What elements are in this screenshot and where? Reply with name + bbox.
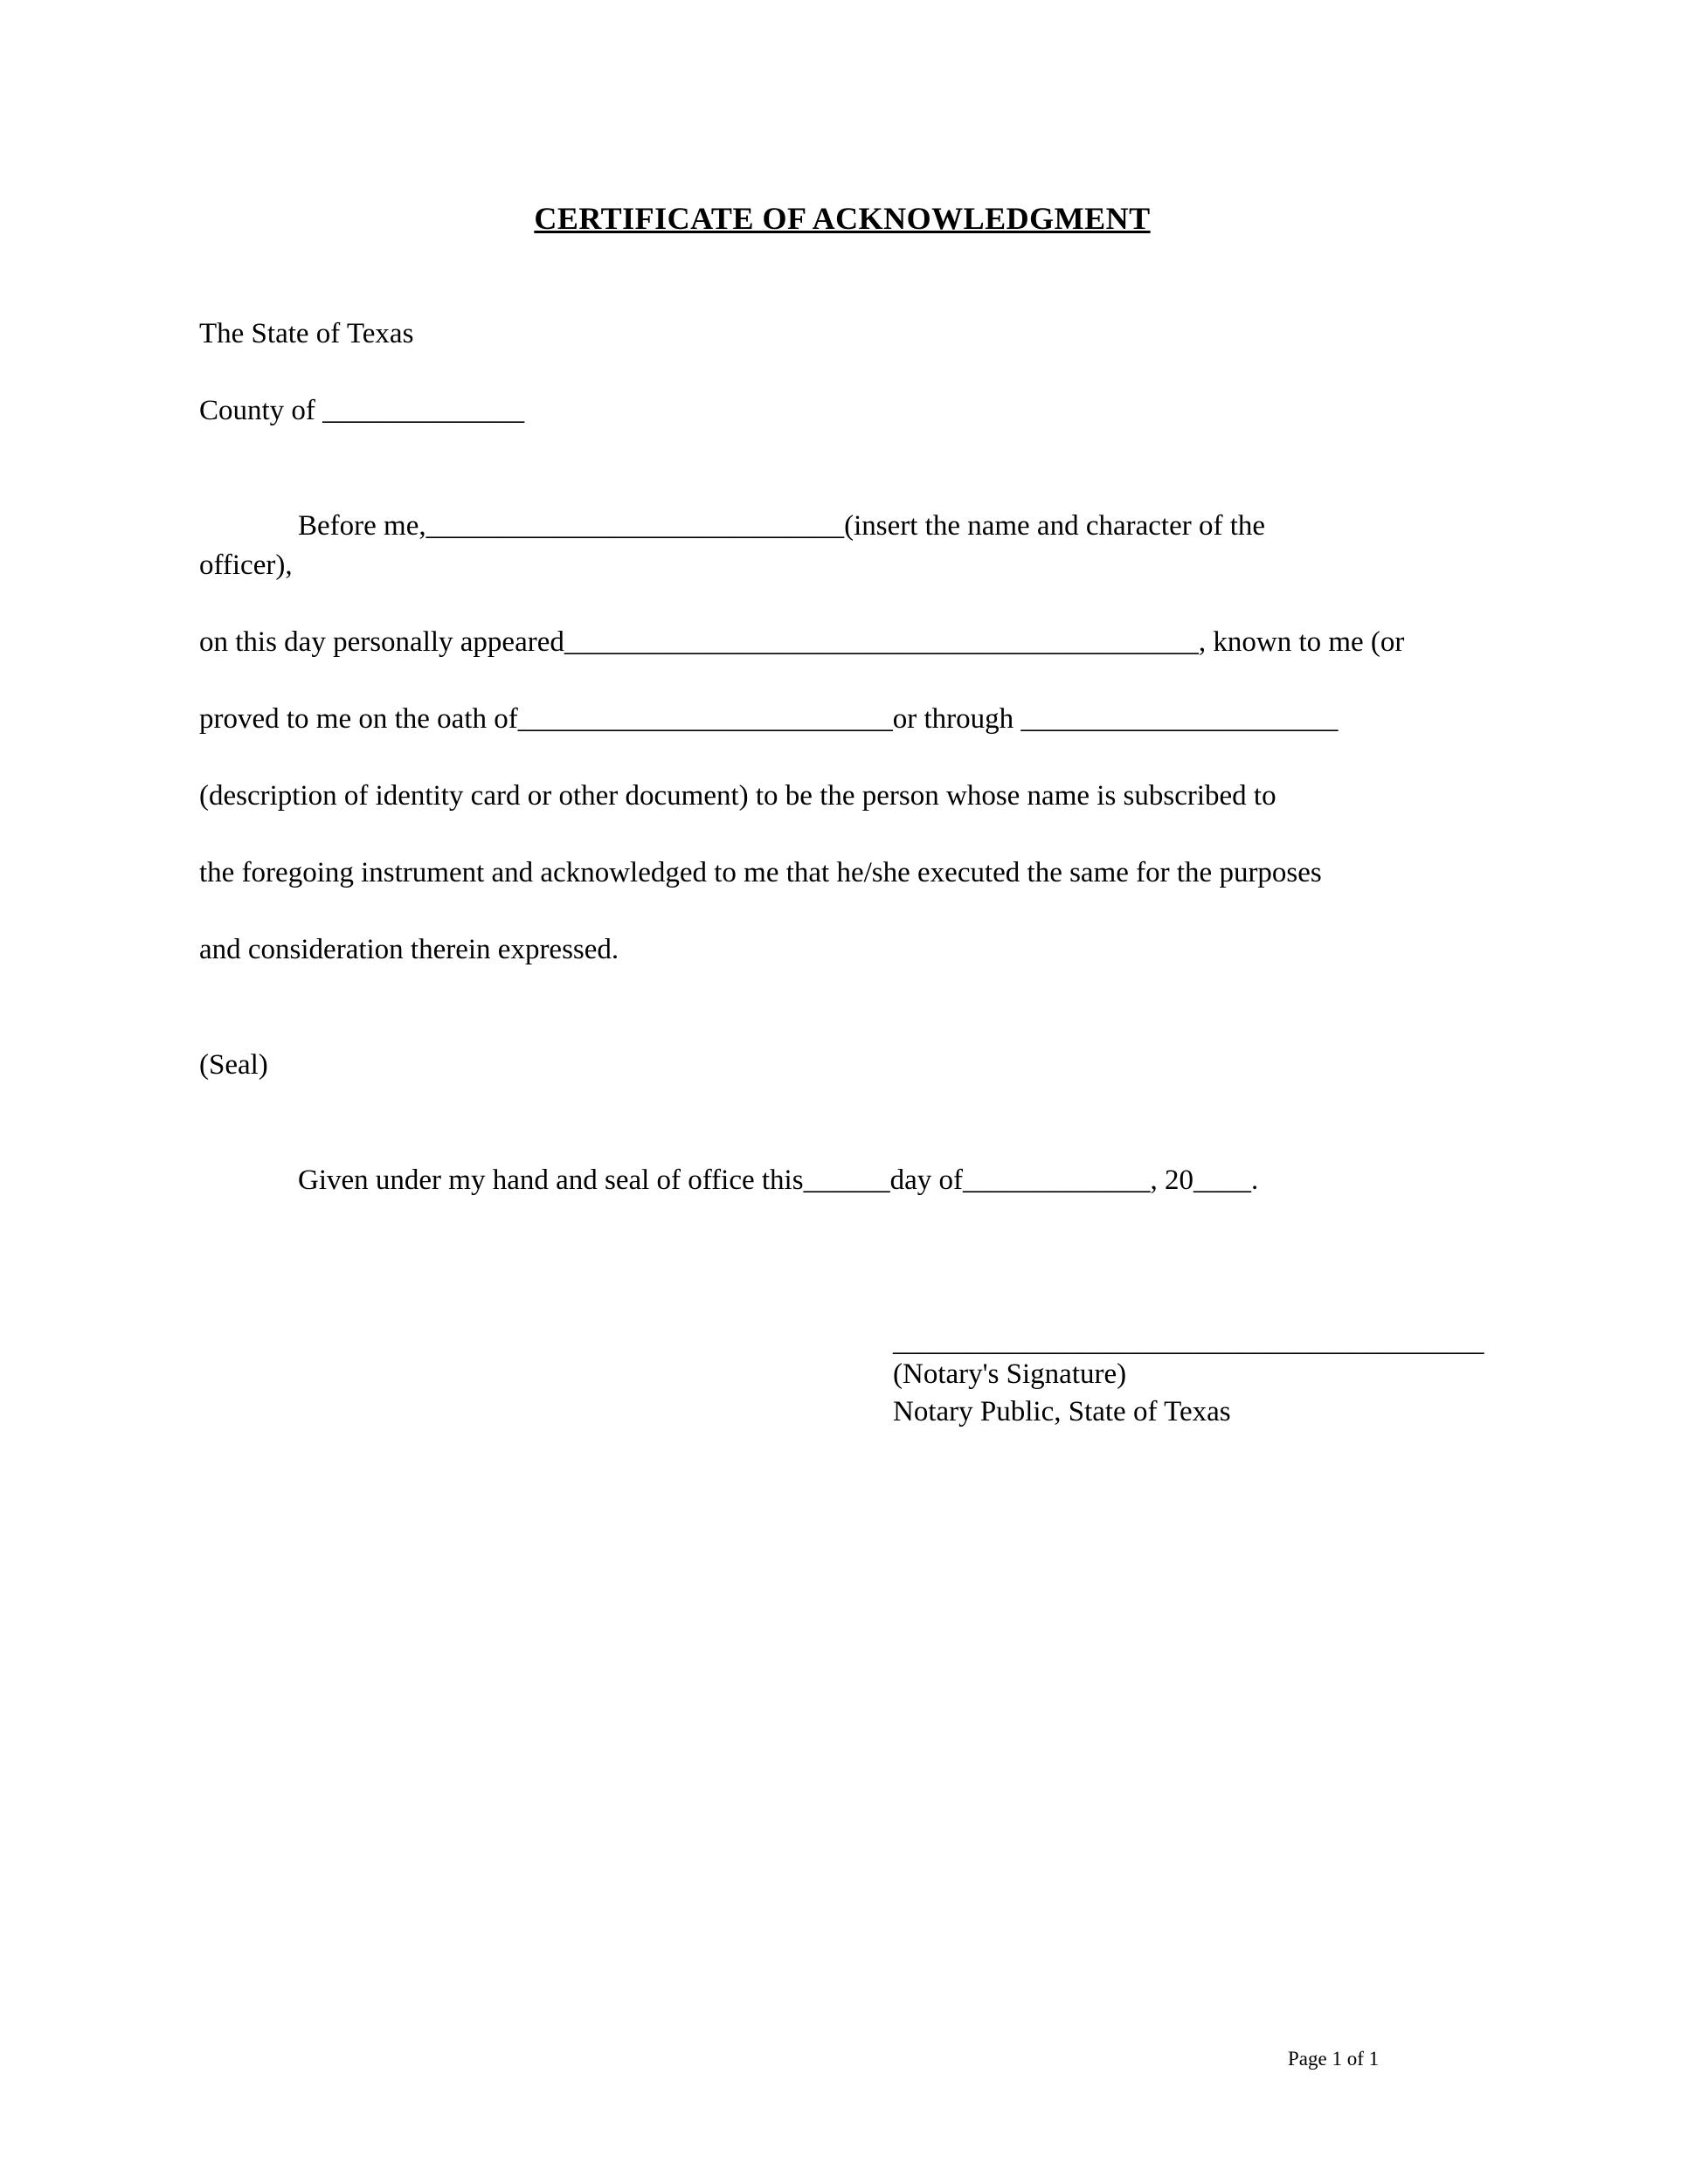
foregoing-instrument-line: the foregoing instrument and acknowledged to me that he/she executed the same for the purposes: [199, 857, 1322, 888]
notary-signature-label: (Notary's Signature): [893, 1358, 1127, 1390]
state-line: The State of Texas: [199, 318, 414, 349]
notary-signature-block: [893, 1328, 1531, 1431]
before-me-line-1: Before me,_____________________________(insert the name and character of the: [298, 510, 1266, 542]
document-title: CERTIFICATE OF ACKNOWLEDGMENT: [534, 201, 1151, 236]
page-number-footer: Page 1 of 1: [1288, 2048, 1380, 2070]
county-line: County of ______________: [199, 395, 525, 426]
identity-description-line: (description of identity card or other document) to be the person whose name is subscribed to: [199, 780, 1276, 812]
given-under-hand-line: Given under my hand and seal of office this______day of_____________, 20____.: [298, 1165, 1259, 1196]
notary-signature-rule: _________________________________________: [893, 1326, 1484, 1358]
notary-public-title-line: Notary Public, State of Texas: [893, 1396, 1231, 1427]
oath-or-through-line: proved to me on the oath of__________________________or through ______________________: [199, 703, 1339, 735]
consideration-line: and consideration therein expressed.: [199, 934, 619, 965]
seal-line: (Seal): [199, 1049, 268, 1081]
personally-appeared-line: on this day personally appeared____________________________________________, known to me (or: [199, 626, 1405, 658]
before-me-line-2: officer),: [199, 549, 293, 581]
